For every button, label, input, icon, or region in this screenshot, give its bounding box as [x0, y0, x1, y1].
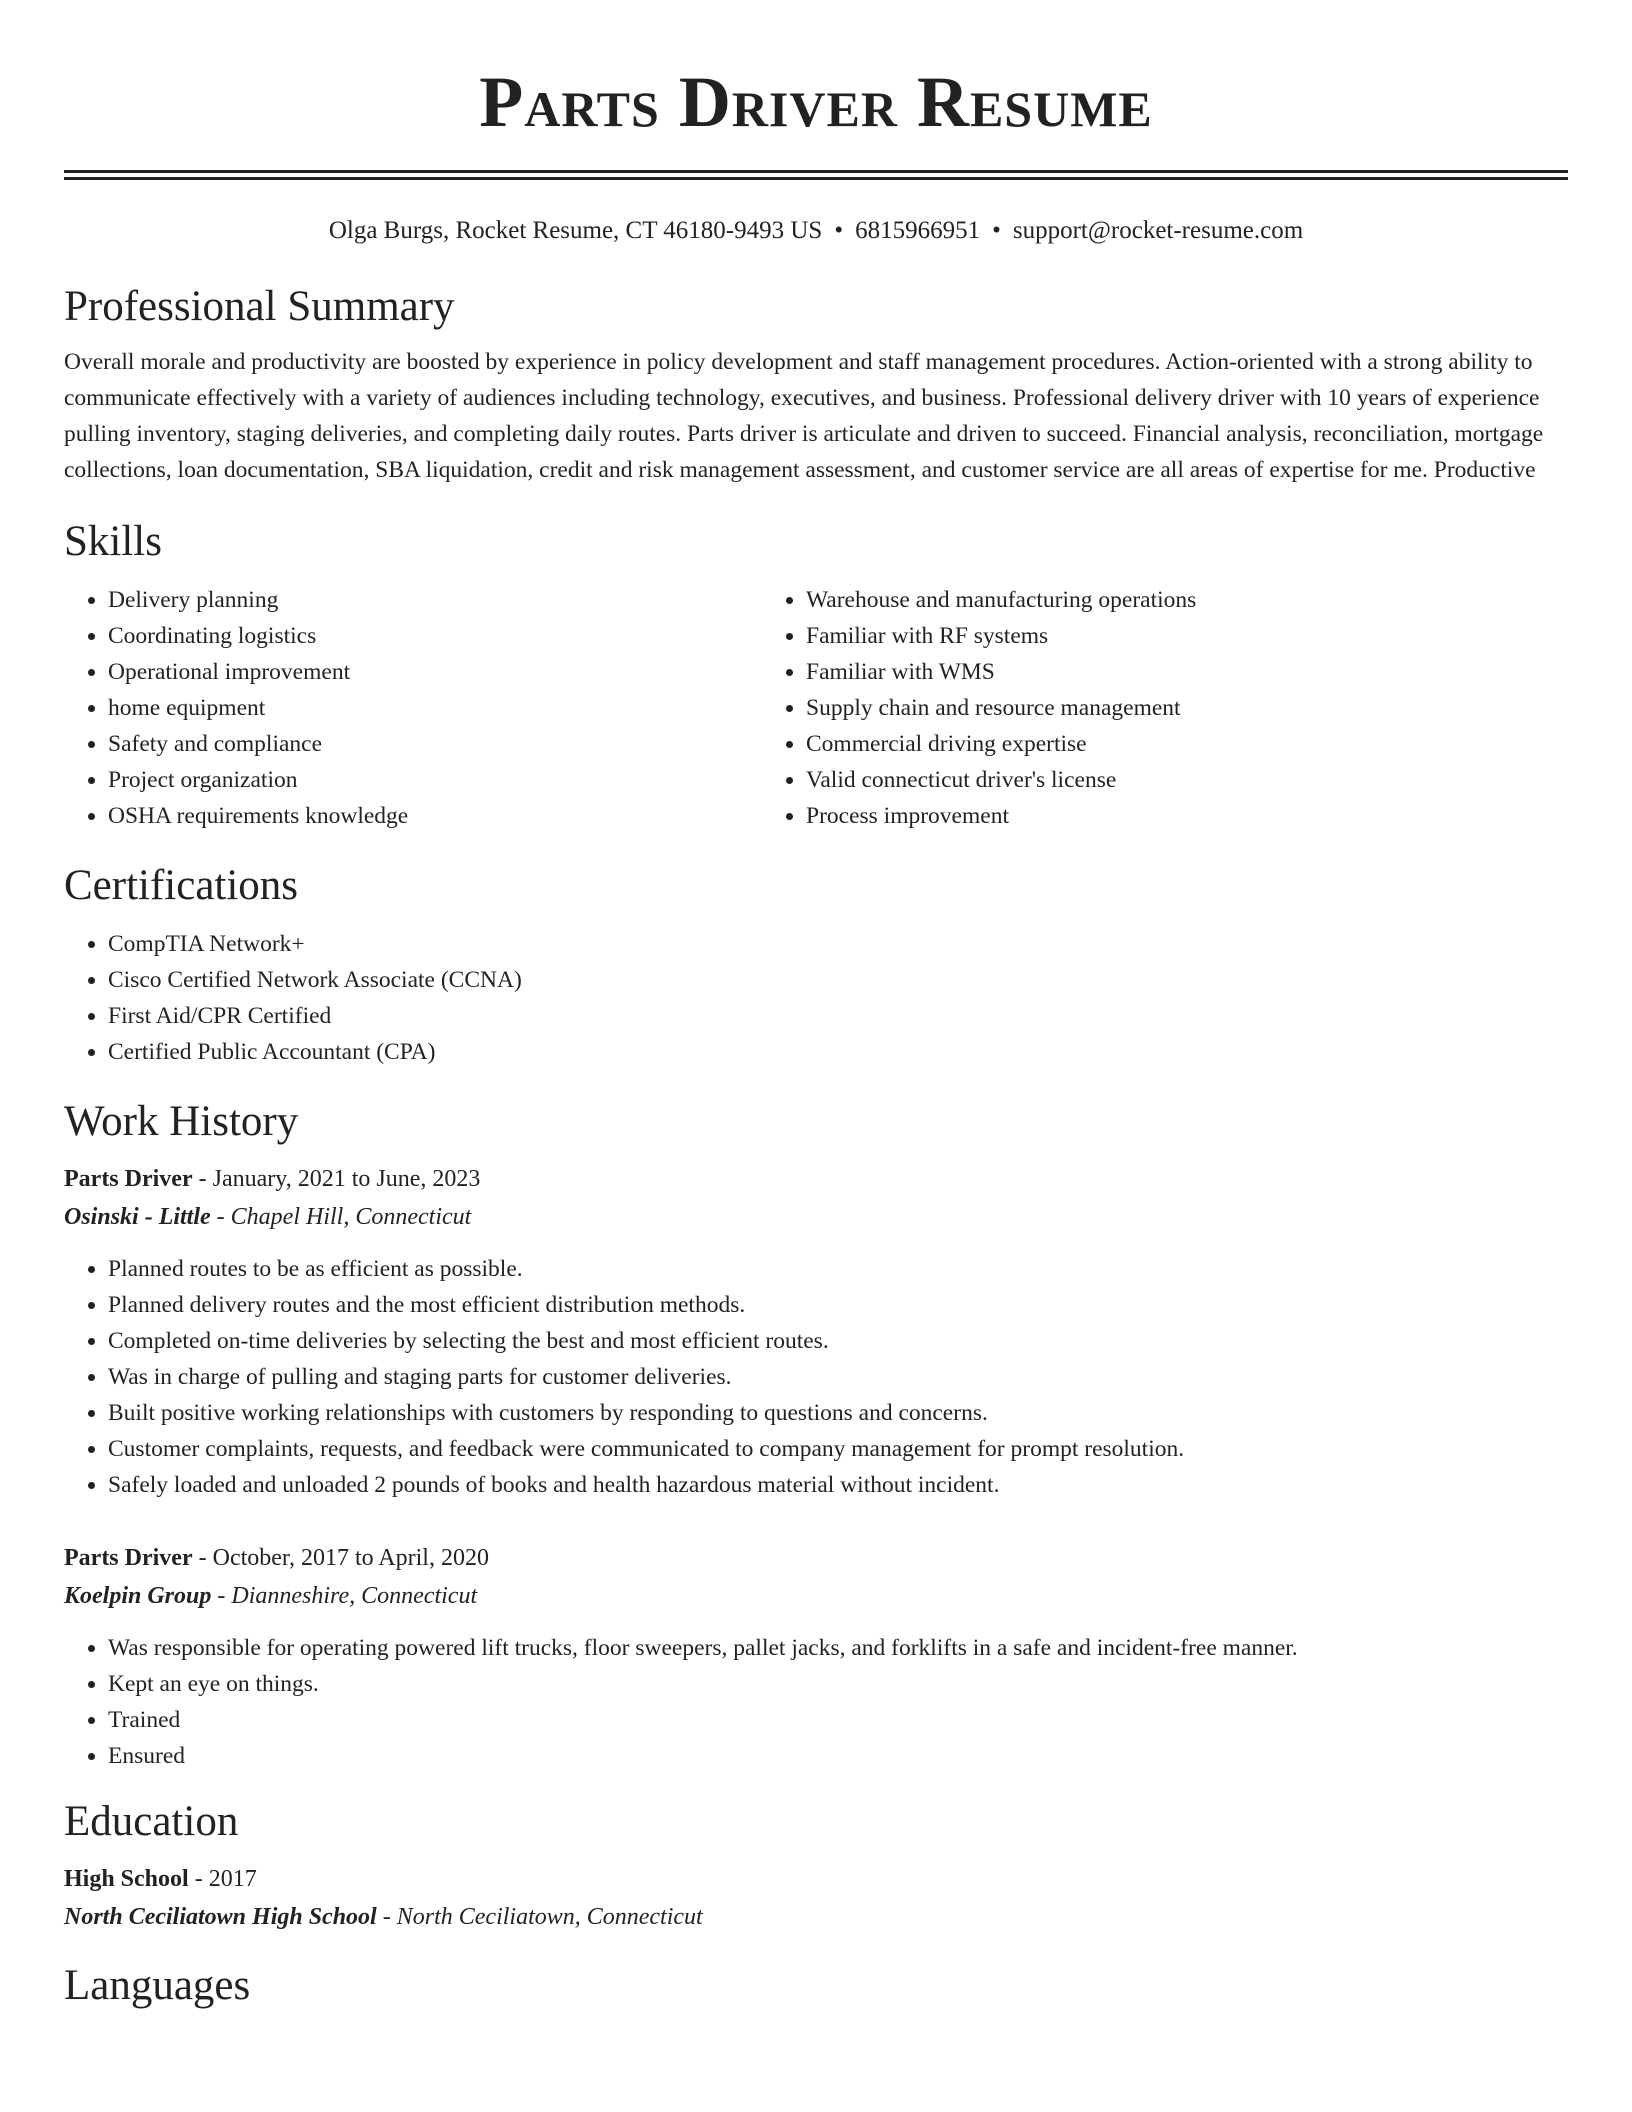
dash: -: [192, 1545, 213, 1571]
skill-item: • Valid connecticut driver's license: [806, 762, 1568, 798]
skill-item: • Warehouse and manufacturing operations: [806, 582, 1568, 618]
skill-item: • Delivery planning: [108, 582, 762, 618]
employer-name: Osinski - Little: [64, 1204, 211, 1230]
resume-title: Parts Driver Resume: [479, 62, 1153, 142]
school-line: [64, 1898, 1568, 1936]
job-bullet: • Was responsible for operating powered lift trucks, floor sweepers, pallet jacks, and forklifts in a safe and incident-free manner.: [108, 1630, 1568, 1666]
job-entry: [64, 1160, 1568, 1503]
employer-name: Koelpin Group: [64, 1583, 212, 1609]
employer-location: Chapel Hill, Connecticut: [230, 1204, 472, 1230]
skill-item: • Coordinating logistics: [108, 618, 762, 654]
degree: High School: [64, 1866, 189, 1892]
job-dates: January, 2021 to June, 2023: [212, 1166, 481, 1192]
title-double-rule: [64, 170, 1568, 180]
education-heading: Education: [64, 1798, 239, 1845]
certifications-list: [64, 926, 1568, 1070]
job-title-line: [64, 1539, 1568, 1577]
certifications-heading: Certifications: [64, 862, 299, 909]
job-bullet: • Kept an eye on things.: [108, 1666, 1568, 1702]
job-bullets: [64, 1630, 1568, 1774]
job-bullet: • Planned routes to be as efficient as possible.: [108, 1251, 1568, 1287]
job-bullet: • Built positive working relationships with customers by responding to questions and concerns.: [108, 1395, 1568, 1431]
certification-item: • Certified Public Accountant (CPA): [108, 1034, 1568, 1070]
skill-item: • Safety and compliance: [108, 726, 762, 762]
job-bullet: • Completed on-time deliveries by selecting the best and most efficient routes.: [108, 1323, 1568, 1359]
dash: -: [192, 1166, 213, 1192]
employer-location: Dianneshire, Connecticut: [231, 1583, 478, 1609]
employer-line: [64, 1577, 1568, 1615]
job-bullet: • Customer complaints, requests, and feedback were communicated to company management for prompt resolution.: [108, 1431, 1568, 1467]
school-name: North Ceciliatown High School: [64, 1904, 377, 1930]
job-bullet: • Was in charge of pulling and staging parts for customer deliveries.: [108, 1359, 1568, 1395]
education-entry: [64, 1860, 1568, 1936]
contact-email: support@rocket-resume.com: [1012, 217, 1304, 244]
job-title: Parts Driver: [64, 1545, 193, 1571]
job-bullet: • Planned delivery routes and the most efficient distribution methods.: [108, 1287, 1568, 1323]
summary-text: Overall morale and productivity are boosted by experience in policy development and staff management procedures. Action-oriented with a strong ability to communicate effectively with a variety of audiences including technology, executives, and business. Professional delivery driver with 10 years of experience pulling inventory, staging deliveries, and completing daily routes. Parts driver is articulate and driven to succeed. Financial analysis, reconciliation, mortgage collections, loan documentation, SBA liquidation, credit and risk management assessment, and customer service are all areas of expertise for me. Productive: [64, 349, 1544, 483]
dash: -: [376, 1904, 397, 1930]
skills-list-right: [762, 582, 1568, 834]
job-bullets: [64, 1251, 1568, 1503]
graduation-year: 2017: [208, 1866, 257, 1892]
contact-separator: •: [834, 217, 844, 244]
summary-heading: Professional Summary: [64, 283, 455, 330]
skill-item: • Commercial driving expertise: [806, 726, 1568, 762]
dash: -: [188, 1866, 209, 1892]
contact-separator: •: [992, 217, 1001, 244]
contact-line: [64, 214, 1568, 248]
skill-item: • Process improvement: [806, 798, 1568, 834]
degree-line: [64, 1860, 1568, 1898]
job-bullet: • Ensured: [108, 1738, 1568, 1774]
job-title: Parts Driver: [64, 1166, 193, 1192]
job-title-line: [64, 1160, 1568, 1198]
school-location: North Ceciliatown, Connecticut: [396, 1904, 703, 1930]
certification-item: • First Aid/CPR Certified: [108, 998, 1568, 1034]
resume-page: [64, 0, 1568, 2012]
employer-line: [64, 1198, 1568, 1236]
certification-item: • CompTIA Network+: [108, 926, 1568, 962]
job-bullet: • Trained: [108, 1702, 1568, 1738]
skills-columns: [64, 582, 1568, 834]
certification-item: • Cisco Certified Network Associate (CCNA): [108, 962, 1568, 998]
skill-item: • Project organization: [108, 762, 762, 798]
skill-item: • Familiar with RF systems: [806, 618, 1568, 654]
skill-item: • Supply chain and resource management: [806, 690, 1568, 726]
skills-heading: Skills: [64, 518, 162, 565]
job-dates: October, 2017 to April, 2020: [212, 1545, 489, 1571]
dash: -: [211, 1583, 232, 1609]
skills-list-left: [64, 582, 762, 834]
skill-item: • Operational improvement: [108, 654, 762, 690]
job-bullet: • Safely loaded and unloaded 2 pounds of books and health hazardous material without incident.: [108, 1467, 1568, 1503]
languages-heading: Languages: [64, 1962, 251, 2009]
contact-address: Olga Burgs, Rocket Resume, CT 46180-9493 US: [328, 217, 823, 244]
skill-item: • OSHA requirements knowledge: [108, 798, 762, 834]
contact-phone: 6815966951: [855, 217, 981, 244]
dash: -: [210, 1204, 231, 1230]
skill-item: • Familiar with WMS: [806, 654, 1568, 690]
work-history-heading: Work History: [64, 1098, 299, 1145]
skill-item: • home equipment: [108, 690, 762, 726]
job-entry: [64, 1539, 1568, 1774]
